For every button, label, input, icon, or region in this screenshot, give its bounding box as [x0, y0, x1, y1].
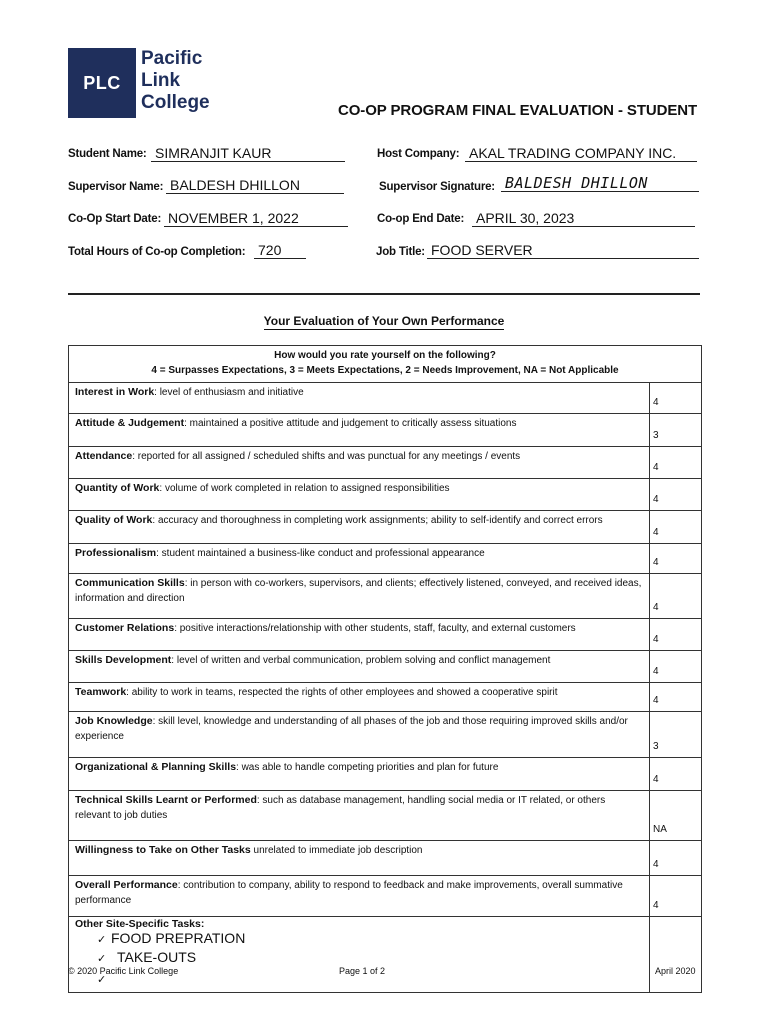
supervisor-name-field[interactable]: BALDESH DHILLON	[166, 177, 344, 194]
rating-value: NA	[653, 824, 667, 835]
rating-scale: 4 = Surpasses Expectations, 3 = Meets Expectations, 2 = Needs Improvement, NA = Not Applicable	[151, 365, 619, 376]
criteria-description: : level of written and verbal communication, problem solving and conflict management	[171, 655, 551, 666]
criteria-cell	[69, 758, 650, 791]
rating-cell[interactable]	[650, 414, 702, 447]
rating-value: 4	[653, 666, 659, 677]
job-title-field[interactable]: FOOD SERVER	[427, 242, 699, 259]
rating-cell[interactable]	[650, 683, 702, 712]
start-date-label: Co-Op Start Date:	[68, 213, 162, 225]
rating-cell[interactable]	[650, 841, 702, 876]
job-title-label: Job Title:	[376, 246, 425, 258]
rating-cell[interactable]	[650, 383, 702, 414]
rating-cell[interactable]	[650, 511, 702, 544]
rating-cell[interactable]	[650, 574, 702, 619]
total-hours-label: Total Hours of Co-op Completion:	[68, 246, 246, 258]
criteria-description: : volume of work completed in relation to assigned responsibilities	[159, 483, 450, 494]
rating-cell[interactable]	[650, 758, 702, 791]
supervisor-signature-label: Supervisor Signature:	[379, 181, 495, 193]
criteria-name: Customer Relations	[75, 622, 175, 634]
criteria-cell	[69, 791, 650, 841]
criteria-description: : was able to handle competing priorities and plan for future	[236, 762, 499, 773]
total-hours-field[interactable]: 720	[254, 242, 306, 259]
rating-cell[interactable]	[650, 712, 702, 758]
footer-page-number: Page 1 of 2	[339, 966, 386, 976]
rating-cell[interactable]	[650, 791, 702, 841]
table-header-row	[69, 346, 702, 383]
criteria-name: Overall Performance	[75, 879, 178, 891]
footer-copyright: © 2020 Pacific Link College	[68, 966, 179, 976]
criteria-cell	[69, 841, 650, 876]
rating-value: 3	[653, 430, 659, 441]
task-text: FOOD PREPRATION	[111, 930, 246, 946]
logo-line-3: College	[141, 92, 210, 113]
criteria-name: Organizational & Planning Skills	[75, 761, 237, 773]
criteria-cell	[69, 876, 650, 917]
supervisor-name-label: Supervisor Name:	[68, 181, 164, 193]
criteria-row	[69, 447, 702, 479]
criteria-name: Quantity of Work	[75, 482, 160, 494]
criteria-description: : maintained a positive attitude and judgement to critically assess situations	[184, 418, 517, 429]
criteria-description: : level of enthusiasm and initiative	[154, 387, 304, 398]
rating-value: 3	[653, 741, 659, 752]
rating-value: 4	[653, 634, 659, 645]
criteria-description: : positive interactions/relationship with other students, staff, faculty, and external customers	[174, 623, 576, 634]
criteria-description: : in person with co-workers, supervisors, and clients; effectively listened, conveyed, and received ideas, information and direction	[75, 578, 642, 604]
criteria-row	[69, 619, 702, 651]
criteria-cell	[69, 511, 650, 544]
host-company-label: Host Company:	[377, 148, 460, 160]
checkmark-icon: ✓	[97, 953, 107, 965]
criteria-description: : such as database management, handling social media or IT related, or others relevant to job duties	[75, 795, 606, 821]
criteria-cell	[69, 651, 650, 683]
criteria-name: Job Knowledge	[75, 715, 153, 727]
rating-cell[interactable]	[650, 619, 702, 651]
other-tasks-cell	[69, 917, 650, 993]
rating-value: 4	[653, 397, 659, 408]
criteria-row	[69, 414, 702, 447]
criteria-name: Willingness to Take on Other Tasks	[75, 844, 251, 856]
criteria-description: : ability to work in teams, respected the rights of other employees and showed a cooperative spirit	[126, 687, 558, 698]
rating-value: 4	[653, 462, 659, 473]
rating-question: How would you rate yourself on the following?	[274, 350, 496, 361]
criteria-name: Attitude & Judgement	[75, 417, 185, 429]
supervisor-signature: BALDESH DHILLON	[501, 175, 699, 192]
rating-value: 4	[653, 900, 659, 911]
criteria-name: Professionalism	[75, 547, 157, 559]
document-title: CO-OP PROGRAM FINAL EVALUATION - STUDENT	[338, 102, 698, 119]
rating-value: 4	[653, 602, 659, 613]
rating-value: 4	[653, 494, 659, 505]
criteria-name: Communication Skills	[75, 577, 185, 589]
rating-cell[interactable]	[650, 447, 702, 479]
criteria-row	[69, 791, 702, 841]
evaluation-table	[68, 345, 702, 993]
criteria-cell	[69, 619, 650, 651]
criteria-cell	[69, 414, 650, 447]
other-tasks-label: Other Site-Specific Tasks:	[75, 918, 205, 930]
criteria-row	[69, 651, 702, 683]
footer-date: April 2020	[655, 966, 696, 976]
criteria-row	[69, 876, 702, 917]
criteria-name: Quality of Work	[75, 514, 153, 526]
criteria-cell	[69, 447, 650, 479]
criteria-row	[69, 683, 702, 712]
criteria-cell	[69, 683, 650, 712]
end-date-label: Co-op End Date:	[377, 213, 465, 225]
criteria-cell	[69, 544, 650, 574]
rating-cell[interactable]	[650, 876, 702, 917]
task-text: TAKE-OUTS	[117, 949, 197, 965]
student-name-field[interactable]: SIMRANJIT KAUR	[151, 145, 345, 162]
criteria-description: : student maintained a business-like conduct and professional appearance	[156, 548, 485, 559]
college-logo-text	[141, 48, 210, 114]
rating-value: 4	[653, 859, 659, 870]
task-list-item	[75, 930, 643, 948]
criteria-description: : reported for all assigned / scheduled shifts and was punctual for any meetings / events	[132, 451, 521, 462]
section-title	[0, 314, 768, 328]
other-tasks-row	[69, 917, 702, 993]
criteria-description: : accuracy and thoroughness in completing work assignments; ability to self-identify and correct errors	[152, 515, 603, 526]
host-company-field[interactable]: AKAL TRADING COMPANY INC.	[465, 145, 697, 162]
student-name-label: Student Name:	[68, 148, 147, 160]
start-date-field[interactable]: NOVEMBER 1, 2022	[164, 210, 348, 227]
criteria-cell	[69, 383, 650, 414]
criteria-description: : contribution to company, ability to respond to feedback and make improvements, overall summative performance	[75, 880, 623, 906]
checkmark-icon: ✓	[97, 934, 107, 946]
checkmark-icon: ✓	[97, 974, 107, 986]
criteria-row	[69, 383, 702, 414]
criteria-description: unrelated to immediate job description	[250, 845, 423, 856]
criteria-name: Attendance	[75, 450, 133, 462]
criteria-row	[69, 479, 702, 511]
rating-value: 4	[653, 695, 659, 706]
table-header-cell	[69, 346, 702, 383]
criteria-cell	[69, 712, 650, 758]
criteria-cell	[69, 479, 650, 511]
logo-line-2: Link	[141, 70, 181, 91]
criteria-row	[69, 841, 702, 876]
rating-value: 4	[653, 527, 659, 538]
criteria-name: Skills Development	[75, 654, 172, 666]
criteria-row	[69, 712, 702, 758]
criteria-name: Interest in Work	[75, 386, 155, 398]
criteria-cell	[69, 574, 650, 619]
criteria-row	[69, 544, 702, 574]
criteria-name: Teamwork	[75, 686, 127, 698]
other-tasks-rating-cell[interactable]	[650, 917, 702, 993]
divider-rule	[68, 293, 700, 295]
rating-cell[interactable]	[650, 479, 702, 511]
rating-value: 4	[653, 774, 659, 785]
criteria-name: Technical Skills Learnt or Performed	[75, 794, 257, 806]
end-date-field[interactable]: APRIL 30, 2023	[472, 210, 695, 227]
college-logo-mark: PLC	[68, 48, 136, 118]
criteria-row	[69, 511, 702, 544]
criteria-description: : skill level, knowledge and understanding of all phases of the job and those requiring improved skills and/or experience	[75, 716, 628, 742]
criteria-row	[69, 574, 702, 619]
rating-value: 4	[653, 557, 659, 568]
rating-cell[interactable]	[650, 651, 702, 683]
rating-cell[interactable]	[650, 544, 702, 574]
section-title-text: Your Evaluation of Your Own Performance	[263, 314, 505, 328]
logo-line-1: Pacific	[141, 48, 203, 69]
criteria-row	[69, 758, 702, 791]
